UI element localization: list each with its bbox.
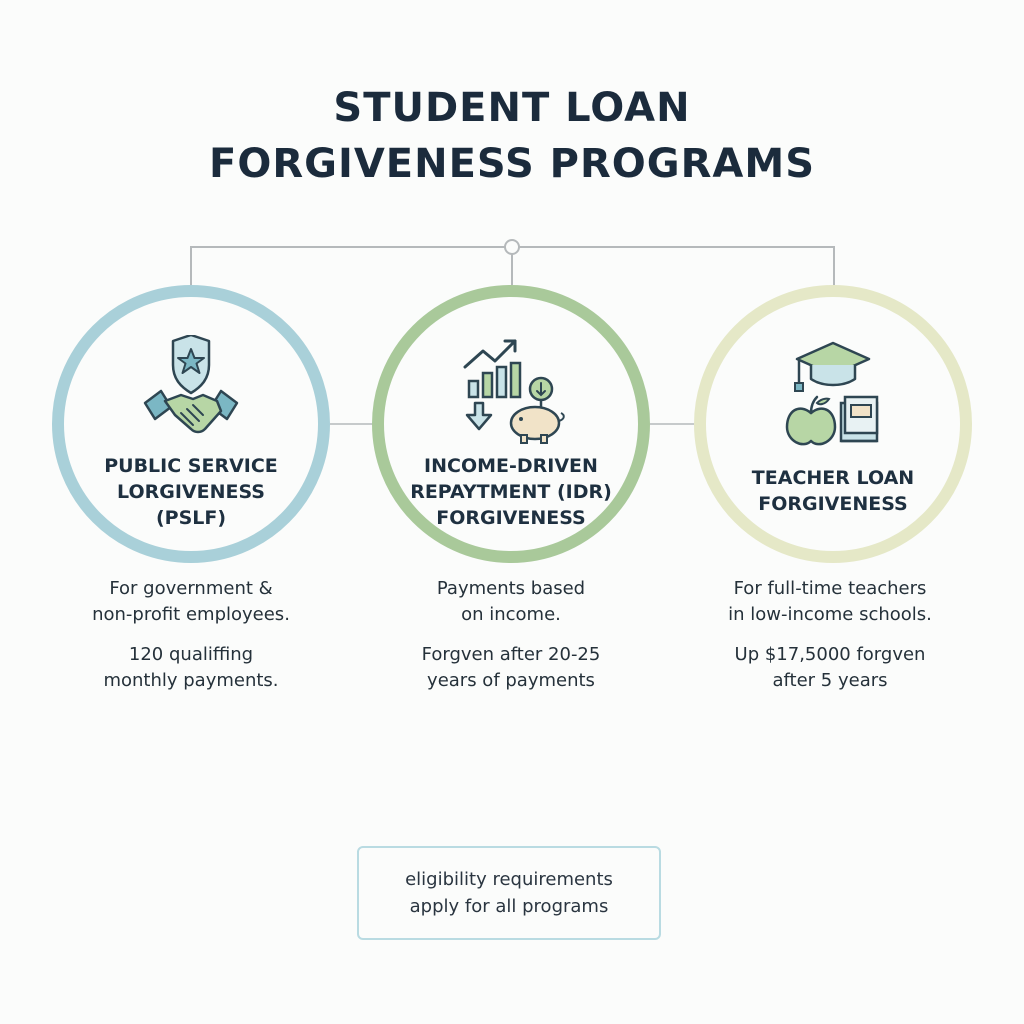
program-description-idr — [361, 576, 661, 708]
program-title-teacher: TEACHER LOAN FORGIVENESS — [751, 467, 915, 515]
program-title-idr: INCOME-DRIVEN REPAYTMENT (IDR) FORGIVENESS — [410, 455, 612, 529]
program-circle-pslf — [52, 285, 330, 563]
program-description-teacher — [680, 576, 980, 708]
idr-requirement-text: Forgven after 20-25 years of payments — [421, 644, 601, 691]
junction-node — [505, 240, 519, 254]
program-circle-teacher — [694, 285, 972, 563]
idr-eligibility-text: Payments based on income. — [436, 578, 586, 625]
pslf-eligibility-text: For government & non-profit employees. — [92, 578, 290, 625]
note-line-1: eligibility requirements — [405, 869, 613, 890]
program-description-pslf — [41, 576, 341, 708]
pslf-requirement-text: 120 qualiffing monthly payments. — [103, 644, 279, 691]
graduation-cap-apple-books-icon — [783, 337, 883, 447]
note-line-2: apply for all programs — [409, 896, 609, 917]
eligibility-note-box — [357, 846, 661, 940]
teacher-eligibility-text: For full-time teachers in low-income schools. — [728, 578, 932, 625]
teacher-requirement-text: Up $17,5000 forgven after 5 years — [734, 644, 926, 691]
program-circle-idr — [372, 285, 650, 563]
program-title-pslf: PUBLIC SERVICE LORGIVENESS (PSLF) — [104, 455, 278, 529]
title-line-1: STUDENT LOAN — [333, 85, 691, 131]
title-line-2: FORGIVENESS PROGRAMS — [209, 141, 815, 187]
growth-chart-piggy-bank-icon — [459, 335, 569, 445]
shield-handshake-icon — [141, 335, 241, 445]
